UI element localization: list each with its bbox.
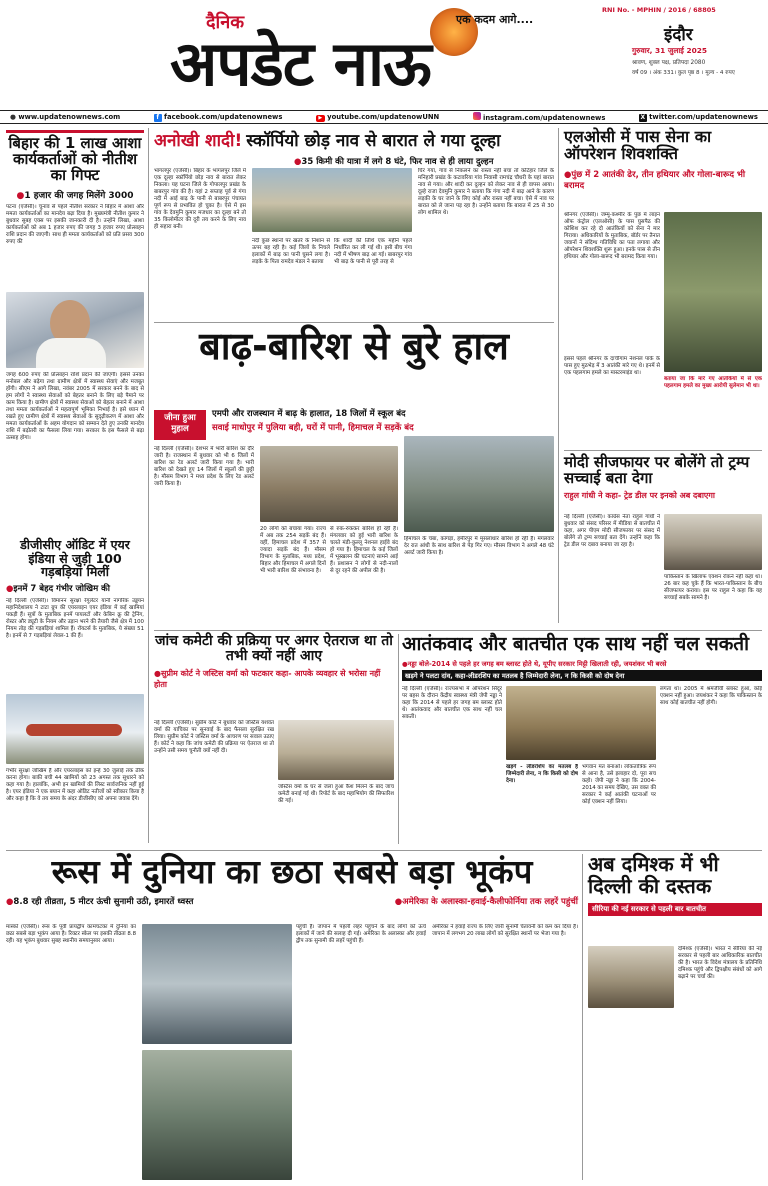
scorpio-body-3: कि शादी की तिथि एक महीने पहले निर्धारित कर ली गई थी। इसी बीच गंगा नदी में भीषण बाढ़ आ गई। बाबरपुर गांव भी बाढ़ के पानी से पूरी तरह से — [334, 238, 412, 265]
masthead-issue: वर्ष 09 । अंक 331। कुल पृष्ठ 8 । मूल्य - 4 रुपए — [632, 70, 735, 76]
justice-article — [154, 634, 394, 844]
russia-sub-2: ● अमेरिका के अलास्का-हवाई-कैलीफोर्निया तक लहरें पहुंचीं — [395, 896, 578, 907]
flood-body-1: नई दिल्ली (एजेंसी)। देशभर में भारी बारिश का दौर जारी है। राजस्थान में बुधवार को भी 6 जिलों में बारिश का रेड अलर्ट जारी किया गया है। भारी बारिश को देखते हुए 14 जिलों में स्कूलों की छुट्टी है। मौसम विभाग ने मध्य प्रदेश के लिए रेड अलर्ट जारी किया है। — [154, 446, 254, 487]
modi-headline: मोदी सीजफायर पर बोलेंगे तो ट्रम्प सच्चाई बता देगा — [564, 453, 750, 488]
syria-body: दमिश्क (एजेंसी)। भारत ने सीरिया की नई सरकार से पहली बार आधिकारिक बातचीत की है। भारत के विदेश मंत्रालय के प्रतिनिधि दमिश्क पहुंचे और द्विपक्षीय संबंधों को आगे बढ़ाने पर चर्चा की। — [678, 946, 762, 980]
masthead-tagline: एक कदम आगे.... — [456, 13, 534, 26]
masthead-title: अपडेट नाऊ — [170, 27, 431, 100]
twitter-icon: X — [640, 113, 646, 121]
flood-photo-1 — [260, 446, 398, 522]
aircraft-photo — [6, 694, 144, 764]
russia-body-3: अमेरिका ने हवाई राज्य के लिए जारी सुनामी चेतावनी को कम कर दिया है। जापान में लगभग 20 लाख लोगों को सुरक्षित स्थानों पर भेजा गया है। — [432, 924, 578, 937]
justice-body-1: नई दिल्ली (एजेंसी)। सुप्रीम कोर्ट ने बुधवार को जस्टिस यशवंत वर्मा की याचिका पर सुनवाई के बाद फैसला सुरक्षित रख लिया। सुप्रीम कोर्ट ने जस्टिस वर्मा के आचरण पर सवाल उठाए हैं। कोर्ट ने कहा कि जांच कमेटी की प्रक्रिया पर ऐतराज था तो उन्होंने उसी समय चुनौती क्यों नहीं दी। — [154, 720, 274, 754]
terror-headline: आतंकवाद और बातचीत एक साथ नहीं चल सकती — [402, 633, 750, 655]
terror-body-2: भगवान मत बनाओ। लोकतांत्रिक रूप से आना है, उसे इलाहार दो, पूरा सच कहो। जेपी नड्डा ने कहा कि 2004-2014 का समय देखिए, उस वक्त की सरकार ने कई आतंकी घटनाओं पर कोई एक्शन नहीं लिया। — [582, 764, 656, 805]
scorpio-body-1: भागलपुर (एजेंसी)। बिहार के भागलपुर जिले में एक दूल्हा स्कॉर्पियो छोड़ नाव से बारात लेकर निकला। यह घटना जिले के गोपालपुर प्रखंड के बाबरपुर गांव की है। यहां 2 सप्ताह पूर्व से गंगा नदी में आई बाढ़ के पानी से बाबरपुर पंचायत पूर्ण रूप से प्रभावित हो चुका है। ऐसे में इस गांव के देवमुनि कुमार मजधार का दूल्हा बने तो 35 किलोमीटर की दूरी तय करने के लिए नाव ही सहारा बनी। — [154, 168, 246, 230]
terror-sub: ● नड्डा बोले-2014 से पहले हर जगह बम ब्लास्ट होते थे, यूपीए सरकार मिट्टी खिलाती रही, जयशंकर भी बरसे — [402, 659, 762, 668]
bihar-body-2: जगह 600 रुपए की प्रोत्साहन राशि प्रदान की जाएगी। इससे उनका मनोबल और बढ़ेगा तथा ग्रामीण क्षेत्रों में स्वास्थ्य सेवाएं और मजबूत होंगी। सीएम ने आगे लिखा, नवंबर 2005 में सरकार बनने के बाद से हम लोगों ने स्वास्थ्य सेवाओं को बेहतर बनाने के लिए बड़े पैमाने पर काम किया है। ग्रामीण क्षेत्रों में स्वास्थ्य सेवाओं को बेहतर बनाने में आशा तथा ममता कार्यकर्ताओं ने महत्वपूर्ण भूमिका निभाई है। इसे ध्यान में रखते हुए ग्रामीण क्षेत्रों में स्वास्थ्य सेवाओं के सुदृढ़ीकरण में आशा और ममता कार्यकर्ताओं के अहम योगदान को सम्मान देते हुए उनकी मानदेय राशि में बढ़ोतरी का फैसला लिया गया। सरकार के इस फैसले से बढ़ा उत्साह होगा। — [6, 371, 144, 441]
flood-body-2: 20 लोगों को बचाया गया। राज्य में अब तक 254 सड़कें बंद हैं। वहीं, हिमाचल प्रदेश में 357 से ज्यादा सड़कें बंद हैं। मौसम विभाग के मुताबिक, मध्य प्रदेश, बिहार और हिमाचल में अगले दिनों भी भारी बारिश की संभावना है। — [260, 526, 326, 574]
tsunami-photo-2 — [142, 1050, 292, 1180]
globe-icon: ● — [10, 113, 16, 121]
flood-article — [154, 326, 554, 626]
rahul-photo — [664, 514, 762, 570]
operation-sub: ● पुंछ में 2 आतंकी ढेर, तीन हथियार और गोला-बारूद भी बरामद — [564, 169, 762, 191]
operation-article — [564, 128, 762, 448]
terror-article — [402, 634, 762, 844]
masthead-city: इंदौर — [664, 25, 693, 45]
operation-body-1: श्रीनगर (एजेंसी)। जम्मू-कश्मीर के पुंछ में लाइन ऑफ कंट्रोल (एलओसी) के पास घुसपैठ की कोशिश कर रहे दो आतंकियों को सेना ने मार गिराया। अधिकारियों के मुताबिक, बॉर्डर पर तैनात जवानों ने संदिग्ध गतिविधि का पता लगाया और ऑपरेशन शिवशक्ति शुरू हुआ। इनके पास से तीन हथियार और गोला-बारूद भी बरामद किया गया। — [564, 212, 660, 260]
left-article-bihar — [6, 130, 144, 498]
justice-headline: जांच कमेटी की प्रक्रिया पर अगर ऐतराज था तो तभी क्यों नहीं आए — [155, 633, 393, 665]
soldiers-photo — [664, 212, 762, 372]
russia-sub: ● 8.8 रही तीव्रता, 5 मीटर ऊंची सुनामी उठी, इमारतें ध्वस्त — [6, 896, 193, 907]
justice-photo — [278, 720, 394, 780]
social-bar — [0, 110, 768, 124]
russia-body-2: पहुंची है। जापान में पहली लहर पहुंचने के बाद लोगों को ऊंचे इलाकों में जाने की सलाह दी गई। अमेरिका के अलास्का और हवाई द्वीप तक सुनामी की लहरें पहुंची हैं। — [296, 924, 426, 944]
flood-headline: बाढ़-बारिश से बुरे हाल — [199, 324, 509, 368]
tsunami-photo-1 — [142, 924, 292, 1044]
youtube-link[interactable]: ▶ youtube.com/updatenowUNN — [316, 113, 439, 122]
youtube-icon: ▶ — [316, 115, 325, 122]
facebook-link[interactable]: f facebook.com/updatenownews — [154, 113, 283, 122]
instagram-icon — [473, 112, 481, 120]
scorpio-body-2: नदी कुछ स्थानों पर खतरे के निशान से ऊपर बह रही है। कई जिलों के निचले इलाकों में बाढ़ का पानी घुसने लगा है। लड़के के पिता रामदेव मंडल ने बताया — [252, 238, 330, 265]
facebook-icon: f — [154, 114, 162, 122]
russia-article — [6, 854, 578, 1182]
twitter-link[interactable]: X twitter.com/updatenownews — [640, 112, 758, 121]
terror-body-1: नई दिल्ली (एजेंसी)। राज्यसभा में ऑपरेशन सिंदूर पर बहस के दौरान केंद्रीय स्वास्थ्य मंत्री जेपी नड्डा ने कहा कि 2014 से पहले हर जगह बम ब्लास्ट होते थे। आतंकवाद और बातचीत एक साथ नहीं चल सकती। — [402, 686, 502, 720]
portrait-body-shape — [36, 338, 106, 368]
terror-photo — [506, 686, 656, 760]
flood-sub-2: सवाई माधोपुर में पुलिया बही, घरों में पानी, हिमाचल में सड़कें बंद — [212, 423, 414, 433]
scorpio-headline: स्कॉर्पियो छोड़ नाव से बारात ले गया दूल्हा — [246, 131, 501, 151]
syria-sub: सीरिया की नई सरकार से पहली बार बातचीत — [588, 903, 762, 916]
airindia-headline: डीजीसीए ऑडिट में एयर इंडिया से जुड़ी 100 गड़बड़ियां मिलीं — [20, 537, 130, 579]
operation-headline: एलओसी में पास सेना का ऑपरेशन शिवशक्ति — [564, 127, 712, 164]
justice-sub: ● सुप्रीम कोर्ट ने जस्टिस वर्मा को फटकार कहा- आपके व्यवहार से भरोसा नहीं होता — [154, 668, 394, 690]
nitish-photo — [6, 292, 144, 368]
scorpio-article — [154, 128, 554, 320]
website-link[interactable]: ● www.updatenownews.com — [10, 113, 121, 121]
aircraft-body-shape — [26, 724, 122, 736]
masthead-date: गुरुवार, 31 जुलाई 2025 — [632, 46, 708, 55]
bihar-body-1: पटना (एजेंसी)। चुनाव से पहले नीतीश सरकार ने बिहार में आशा और ममता कार्यकर्ताओं का मानदेय बढ़ा दिया है। मुख्यमंत्री नीतीश कुमार ने बुधवार सुबह एक्स पर इसकी जानकारी दी है। उन्होंने लिखा, आशा कार्यकर्ताओं को अब 1 हजार रुपए की जगह 3 हजार रुपए प्रोत्साहन राशि प्रदान की जाएगी। साथ ही ममता कार्यकर्ताओं को प्रति प्रसव 300 रुपए की — [6, 203, 144, 245]
terror-sub-2: खड़गे ने पलटा दांव, कहा-लीडरशिप का मतलब है जिम्मेदारी लेना, न कि किसी को दोष देना — [402, 670, 762, 681]
operation-caption: बताया जा कि मारे गए आतंकियों में से एक पहलगाम हमले का मुख्य आरोपी सुलेमान भी था। — [664, 376, 762, 389]
boat-wedding-photo — [252, 168, 412, 232]
syria-headline: अब दमिश्क में भी दिल्ली की दस्तक — [588, 852, 719, 898]
operation-body-2: इससे पहले श्रीनगर के दाचीगाम नेशनल पार्क के पास हुए मुठभेड़ में 3 आतंकी मारे गए थे। इनमें से एक पहलगाम हमले का मास्टरमाइंड था। — [564, 356, 660, 376]
masthead-dainik: दैनिक — [206, 12, 245, 33]
flood-body-4: हिमाचल के चंबा, कांगड़ा, हमीरपुर में मूसलाधार बारिश हो रही है। मंगलवार देर रात आंधी के साथ बारिश से पेड़ गिर गए। मौसम विभाग ने अगले 48 घंटे अलर्ट जारी किया है। — [404, 536, 554, 556]
russia-body-1: मास्को (एजेंसी)। रूस के पूर्वी प्रायद्वीप कामचटका में दुनिया का छठा सबसे बड़ा भूकंप आया है। रिक्टर स्केल पर इसकी तीव्रता 8.8 रही। यह भूकंप बुधवार सुबह स्थानीय समयानुसार आया। — [6, 924, 136, 944]
bihar-sub: ● 1 हजार की जगह मिलेंगे 3000 — [6, 188, 144, 201]
flood-body-3: से रुक-रुककर बारिश हो रही है। मंगलवार को हुई भारी बारिश के चलते मंडी-कुल्लू नेशनल हाईवे बंद हो गया है। हिमाचल के कई जिलों में भूस्खलन की घटनाएं सामने आई हैं। प्रशासन ने लोगों से नदी-नालों से दूर रहने की अपील की है। — [330, 526, 398, 574]
flood-sub: एमपी और राजस्थान में बाढ़ के हालात, 18 जिलों में स्कूल बंद — [212, 409, 406, 419]
rni-number: RNI No. - MPHIN / 2016 / 68805 — [602, 6, 716, 14]
modi-article — [564, 454, 762, 634]
russia-headline: रूस में दुनिया का छठा सबसे बड़ा भूकंप — [51, 852, 533, 891]
bihar-headline: बिहार की 1 लाख आशा कार्यकर्ताओं को नीतीश का गिफ्ट — [8, 134, 142, 185]
masthead-hindu-date: श्रावण, शुक्ल पक्ष, प्रतिपदा 2080 — [632, 60, 706, 66]
flood-photo-2 — [404, 436, 554, 532]
scorpio-sub: ● 35 किमी की यात्रा में लगे 8 घंटे, फिर नाव से ही लाया दुल्हन — [294, 156, 554, 167]
flood-label: जीना हुआ मुहाल — [154, 410, 206, 440]
modi-body-1: नई दिल्ली (एजेंसी)। कांग्रेस नेता राहुल गांधी ने बुधवार को संसद परिसर में मीडिया से बातचीत में कहा, अगर पीएम मोदी सीजफायर पर संसद में बोलेंगे तो ट्रम्प सच्चाई बता देंगे। उन्होंने कहा कि ट्रेड डील पर दबाव बनाया जा रहा है। — [564, 514, 660, 548]
modi-body-2: पाकिस्तान के खिलाफ एक्शन रोकने नहीं कहा था। 26 बार कह चुके हैं कि भारत-पाकिस्तान के बीच सीजफायर कराया। इस पर राहुल ने कहा कि यह सच्चाई सबके सामने है। — [664, 574, 762, 601]
scorpio-body-4: घिर गया, गांव से निकलने का रास्ता नहीं बचा तो कटिहार जिले के मनिहारी प्रखंड के कटावरिया गांव निवासी रामचंद्र चौधरी के यहां बारात नाव से गया। और शादी कर दुल्हन को लेकर नाव से ही वापस आया। दूल्हे राजा देवमुनि कुमार ने बताया कि गंगा नदी में बाढ़ आने के कारण लड़की के घर जाने के लिए कोई और रास्ता नहीं बचा। ऐसे में नाव पर बारात को ले जाना पड़ रहा है। उन्होंने बताया कि बारात में 25 से 30 लोग शामिल थे। — [418, 168, 554, 216]
masthead — [0, 0, 768, 108]
airindia-body-2: गंभीर सुरक्षा जोखिम हैं और एयरलाइंस को इन्हें 30 जुलाई तक ठीक करना होगा। बाकी बची 44 खामियों को 23 अगस्त तक सुधारने को कहा गया है। हालांकि, अभी इन खामियों की लिस्ट सार्वजनिक नहीं हुई है। एयर इंडिया ने एक बयान में कहा ऑडिट नतीजों को स्वीकार किया है और कहा है कि वे तय समय के अंदर डीजीसीए को अपना जवाब देंगे। — [6, 767, 144, 802]
syria-photo — [588, 946, 674, 1008]
syria-article — [588, 854, 762, 1180]
terror-caption: खड़गे - लीडरशिप का मतलब है जिम्मेदारी लेना, न कि किसी को दोष देना। — [506, 764, 578, 784]
left-article-airindia — [6, 538, 144, 834]
terror-body-3: लगता था। 2005 में श्रमजीवी ब्लास्ट हुआ, कोई एक्शन नहीं हुआ। जयशंकर ने कहा कि पाकिस्तान के साथ कोई बातचीत नहीं होगी। — [660, 686, 762, 706]
modi-sub: राहुल गांधी ने कहा- ट्रेड डील पर इनको अब दबाएगा — [564, 491, 715, 501]
scorpio-label: अनोखी शादी! — [154, 131, 243, 151]
instagram-link[interactable]: instagram.com/updatenownews — [473, 112, 606, 122]
airindia-body-1: नई दिल्ली (एजेंसी)। विमानन सुरक्षा रेगुलेटर यानी नागरिक उड्डयन महानिदेशालय ने टाटा ग्रुप की एयरलाइन एयर इंडिया में कई खामियां पकड़ी हैं। सूत्रों के मुताबिक इनमें पायलटों और केबिन क्रू की ट्रेनिंग, रोस्टर और ड्यूटी के नियम और उड़ान भरने की तैयारी जैसे क्षेत्र में 100 नियम तोड़ की गड़बड़ियां शामिल हैं। रॉयटर्स के मुताबिक, ये संख्या 51 है। इनमें से 7 गड़बड़ियां लेवल-1 की हैं। — [6, 597, 144, 639]
justice-body-2: जस्टिस वर्मा के घर से जला हुआ कैश मिलने के बाद जांच कमेटी बनाई गई थी। रिपोर्ट के बाद महाभियोग की सिफारिश की गई। — [278, 784, 394, 804]
airindia-sub: ● इनमें 7 बेहद गंभीर जोखिम की — [6, 583, 144, 594]
